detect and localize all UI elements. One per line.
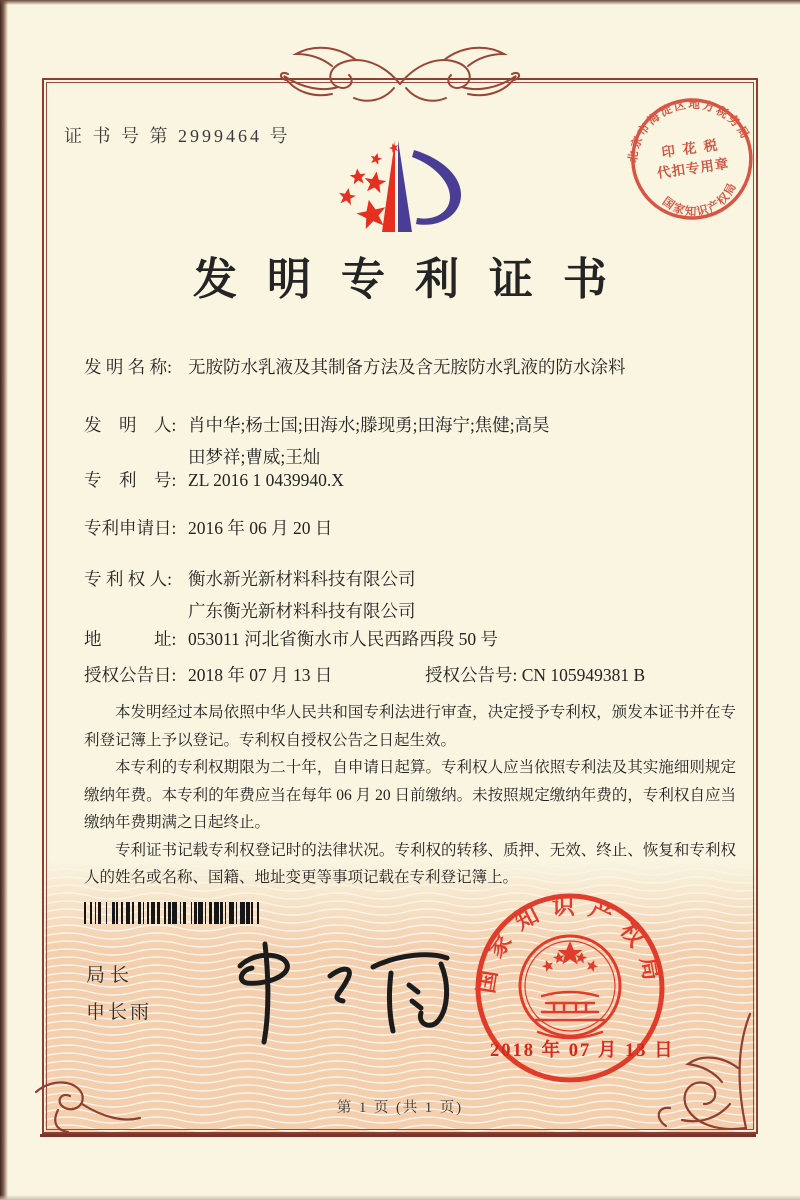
field-inventors-label: 发 明 人: <box>84 415 177 435</box>
field-patentee-continued <box>84 598 416 623</box>
field-grant-date-value: 2018 年 07 月 13 日 <box>188 665 333 685</box>
legal-paragraph-2: 本专利的专利权期限为二十年，自申请日起算。专利权人应当依照专利法及其实施细则规定缴纳年费。本专利的年费应当在每年 06 月 20 日前缴纳。未按照规定缴纳年费的，专利权自应当缴纳年费期满之日起终止。 <box>84 759 736 832</box>
official-seal-text: 国家知识产权局 <box>472 892 668 996</box>
field-grant-number-label: 授权公告号: <box>425 665 518 685</box>
director-name: 申长雨 <box>86 1002 153 1023</box>
field-patentee <box>84 566 416 591</box>
field-filing-date <box>84 515 332 540</box>
field-inventors <box>84 412 550 437</box>
tax-stamp-icon <box>602 75 781 246</box>
tax-stamp-line2: 代扣专用章 <box>656 155 731 181</box>
field-address <box>84 626 498 651</box>
field-filing-date-label: 专利申请日: <box>84 518 177 538</box>
seal-date: 2018 年 07 月 13 日 <box>490 1041 675 1061</box>
field-inventors-line2: 田梦祥;曹威;王灿 <box>188 447 321 467</box>
field-grant-number <box>425 662 645 687</box>
field-invention-name-label: 发 明 名 称: <box>84 357 172 377</box>
cnipa-logo-icon <box>328 130 483 240</box>
tax-stamp-line1: 印 花 税 <box>660 137 721 161</box>
page-edge-left <box>0 0 8 1200</box>
tax-stamp-arc-top: 北京市海淀区地方税务局 <box>627 98 752 164</box>
page-edge-top <box>0 0 800 5</box>
field-patentee-label: 专 利 权 人: <box>84 569 172 589</box>
director-title: 局长 <box>86 965 135 986</box>
field-patentee-line2: 广东衡光新材料科技有限公司 <box>188 601 416 621</box>
certificate-number: 证 书 号 第 2999464 号 <box>64 126 291 146</box>
field-address-value: 053011 河北省衡水市人民西路西段 50 号 <box>188 629 498 649</box>
field-grant-number-value: CN 105949381 B <box>521 665 646 685</box>
page-edge-bottom <box>0 1195 800 1200</box>
field-patent-number-value: ZL 2016 1 0439940.X <box>188 470 344 490</box>
field-inventors-line1: 肖中华;杨士国;田海水;滕现勇;田海宁;焦健;高昊 <box>188 415 550 435</box>
legal-text <box>84 699 736 892</box>
field-filing-date-value: 2016 年 06 月 20 日 <box>188 518 333 538</box>
barcode <box>84 902 296 924</box>
certificate-title: 发明专利证书 <box>193 255 637 304</box>
svg-text:国家知识产权局 <box>658 179 743 224</box>
tax-stamp-arc-bottom: 国家知识产权局 <box>659 180 740 219</box>
field-invention-name <box>84 354 626 379</box>
field-invention-name-value: 无胺防水乳液及其制备方法及含无胺防水乳液的防水涂料 <box>188 357 626 377</box>
legal-paragraph-1: 本发明经过本局依照中华人民共和国专利法进行审查，决定授予专利权，颁发本证书并在专利登记簿上予以登记。专利权自授权公告之日起生效。 <box>84 704 736 749</box>
top-center-flourish-icon <box>276 40 524 114</box>
field-patent-number <box>84 467 344 492</box>
certificate-frame-bottom-rule <box>40 1134 756 1137</box>
field-inventors-continued <box>84 444 320 469</box>
page-footer: 第 1 页 (共 1 页) <box>336 1100 464 1116</box>
legal-paragraph-3: 专利证书记载专利权登记时的法律状况。专利权的转移、质押、无效、终止、恢复和专利权人的姓名或名称、国籍、地址变更等事项记载在专利登记簿上。 <box>84 841 736 887</box>
field-grant-date-label: 授权公告日: <box>84 665 177 685</box>
field-patentee-line1: 衡水新光新材料科技有限公司 <box>188 569 416 589</box>
field-grant-row <box>84 662 744 687</box>
field-address-label: 地 址: <box>84 629 177 649</box>
field-patent-number-label: 专 利 号: <box>84 470 177 490</box>
director-signature-icon <box>195 938 455 1048</box>
